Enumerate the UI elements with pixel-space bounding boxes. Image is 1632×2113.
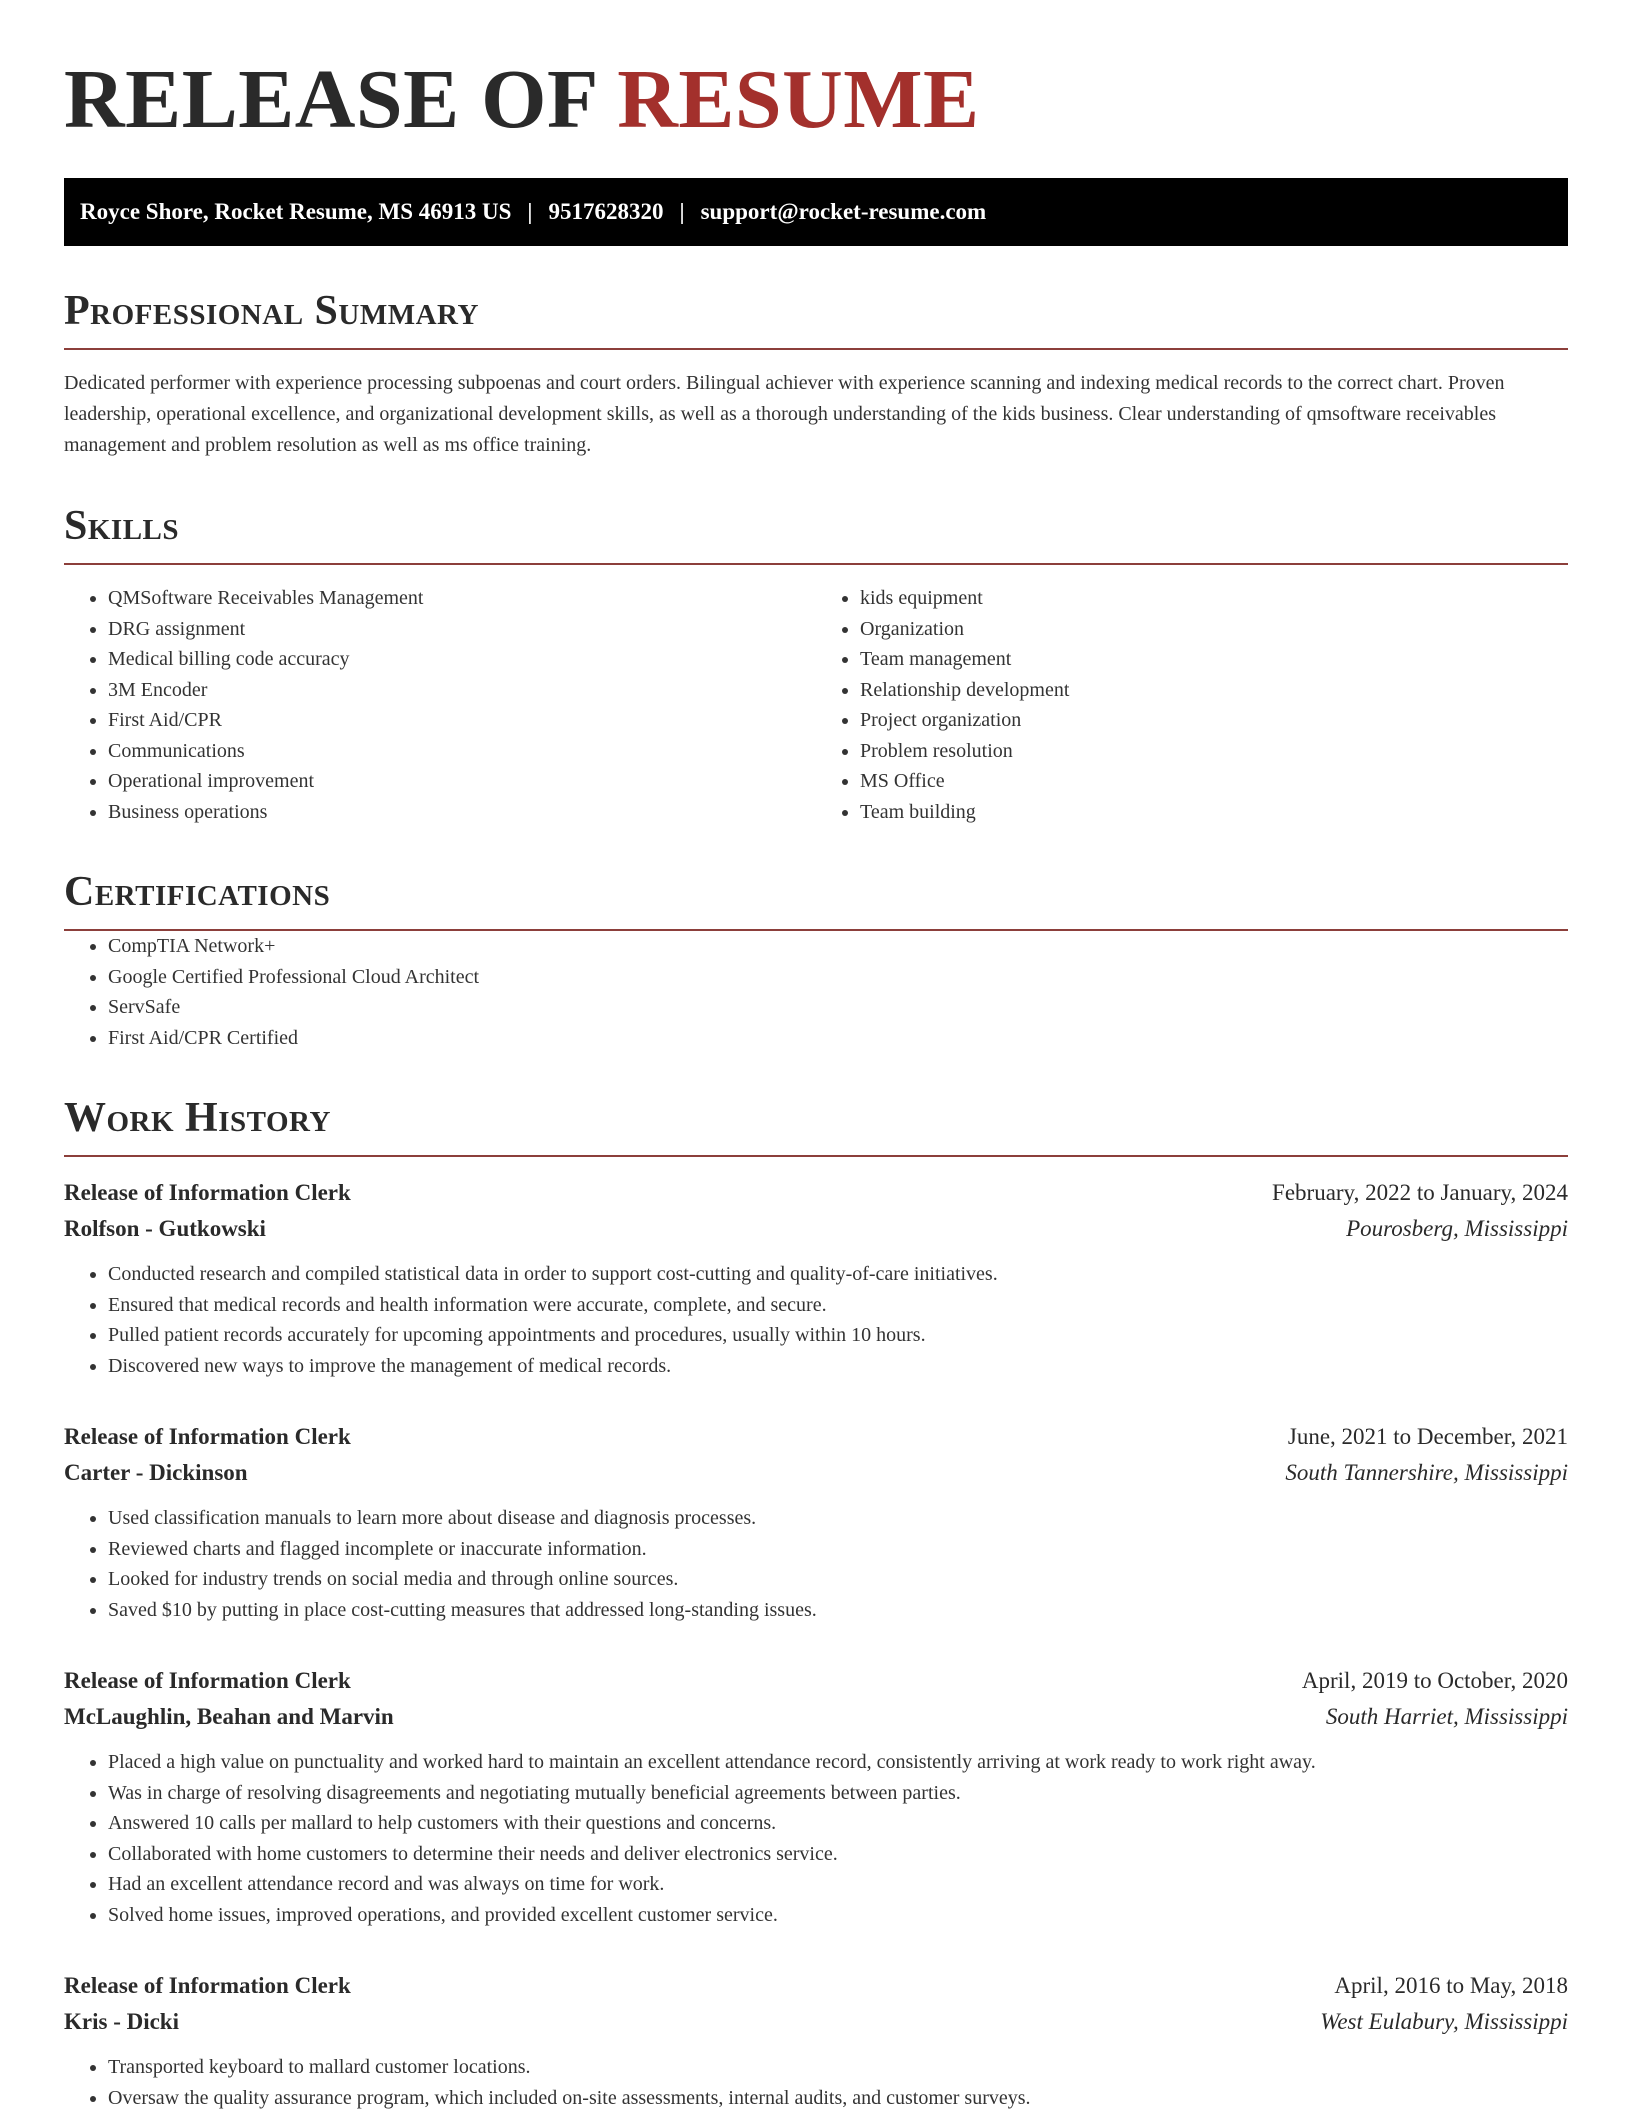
job-duty: • Conducted research and compiled statistical data in order to support cost-cutting and quality-of-care initiatives. [108, 1259, 1568, 1290]
job-duty: • Reviewed charts and flagged incomplete or inaccurate information. [108, 1534, 1568, 1565]
contact-address: Royce Shore, Rocket Resume, MS 46913 US [80, 199, 511, 225]
job-location: South Harriet, Mississippi [1326, 1699, 1568, 1735]
job-dates: April, 2019 to October, 2020 [1302, 1663, 1568, 1699]
job-dates: February, 2022 to January, 2024 [1272, 1175, 1568, 1211]
job-company: Carter - Dickinson [64, 1455, 248, 1491]
job-dates: June, 2021 to December, 2021 [1288, 1419, 1568, 1455]
job-duty: • Collaborated with home customers to determine their needs and deliver electronics service. [108, 1839, 1568, 1870]
job-duty: • Transported keyboard to mallard customer locations. [108, 2052, 1568, 2083]
summary-text: Dedicated performer with experience processing subpoenas and court orders. Bilingual achiever with experience scanning and indexing medical records to the correct chart. Proven leadership, operational excellence, and organizational development skills, as well as a thorough understanding of the kids business. Clear understanding of qmsoftware receivables management and problem resolution as well as ms office training. [64, 368, 1568, 461]
job-title: Release of Information Clerk [64, 1419, 351, 1455]
job-location: Pourosberg, Mississippi [1346, 1211, 1568, 1247]
job-dates: April, 2016 to May, 2018 [1334, 1968, 1568, 2004]
skill-item: • Business operations [108, 797, 816, 828]
job-title: Release of Information Clerk [64, 1175, 351, 1211]
skill-item: • DRG assignment [108, 614, 816, 645]
job-duty: • Solved home issues, improved operations, and provided excellent customer service. [108, 1900, 1568, 1931]
skill-item: • Organization [860, 614, 1568, 645]
job-company: Kris - Dicki [64, 2004, 179, 2040]
job-header-row [64, 1663, 1568, 1699]
skill-item: • Operational improvement [108, 766, 816, 797]
skill-item: • Relationship development [860, 675, 1568, 706]
work-history-heading: Work History [64, 1097, 1568, 1157]
skills-section [64, 505, 1568, 827]
skill-item: • Team management [860, 644, 1568, 675]
contact-email[interactable]: support@rocket-resume.com [701, 199, 987, 225]
job-entry [64, 1175, 1568, 1381]
skill-item: • Medical billing code accuracy [108, 644, 816, 675]
job-duty: • Had an excellent attendance record and was always on time for work. [108, 1869, 1568, 1900]
job-header-row [64, 1968, 1568, 2004]
contact-separator: | [680, 199, 685, 225]
skill-item: • Project organization [860, 705, 1568, 736]
resume-name [64, 58, 1568, 142]
certification-item: • CompTIA Network+ [108, 931, 1568, 962]
skill-item: • Problem resolution [860, 736, 1568, 767]
certifications-heading: Certifications [64, 871, 1568, 931]
job-duty: • Saved $10 by putting in place cost-cutting measures that addressed long-standing issues. [108, 1595, 1568, 1626]
job-duty: • Pulled patient records accurately for upcoming appointments and procedures, usually within 10 hours. [108, 1320, 1568, 1351]
summary-heading: Professional Summary [64, 290, 1568, 350]
job-duty: • Looked for industry trends on social media and through online sources. [108, 1564, 1568, 1595]
skills-list-right [816, 583, 1568, 827]
skill-item: • kids equipment [860, 583, 1568, 614]
name-first: RELEASE OF [64, 53, 596, 146]
certification-item: • First Aid/CPR Certified [108, 1023, 1568, 1054]
job-duty: • Oversaw the quality assurance program, which included on-site assessments, internal audits, and customer surveys. [108, 2083, 1568, 2113]
job-company-row [64, 1455, 1568, 1491]
job-entry [64, 1968, 1568, 2113]
job-duties-list [64, 1259, 1568, 1381]
skill-item: • 3M Encoder [108, 675, 816, 706]
skills-columns [64, 583, 1568, 827]
contact-bar [64, 178, 1568, 246]
job-entry [64, 1419, 1568, 1625]
name-last: RESUME [617, 53, 979, 146]
job-duty: • Was in charge of resolving disagreements and negotiating mutually beneficial agreements between parties. [108, 1778, 1568, 1809]
job-entry [64, 1663, 1568, 1930]
job-company-row [64, 1699, 1568, 1735]
certifications-section [64, 871, 1568, 1053]
job-duties-list [64, 1503, 1568, 1625]
summary-section [64, 290, 1568, 461]
job-title: Release of Information Clerk [64, 1968, 351, 2004]
job-duty: • Answered 10 calls per mallard to help customers with their questions and concerns. [108, 1808, 1568, 1839]
contact-phone: 9517628320 [549, 199, 664, 225]
job-duties-list [64, 1747, 1568, 1930]
certification-item: • Google Certified Professional Cloud Architect [108, 962, 1568, 993]
skills-list-left [64, 583, 816, 827]
job-header-row [64, 1175, 1568, 1211]
job-company: Rolfson - Gutkowski [64, 1211, 266, 1247]
certifications-list [64, 931, 1568, 1053]
job-duty: • Ensured that medical records and health information were accurate, complete, and secure. [108, 1290, 1568, 1321]
job-location: South Tannershire, Mississippi [1285, 1455, 1568, 1491]
job-duty: • Used classification manuals to learn more about disease and diagnosis processes. [108, 1503, 1568, 1534]
job-duty: • Placed a high value on punctuality and worked hard to maintain an excellent attendance record, consistently arriving at work ready to work right away. [108, 1747, 1568, 1778]
job-location: West Eulabury, Mississippi [1320, 2004, 1568, 2040]
skill-item: • MS Office [860, 766, 1568, 797]
skill-item: • QMSoftware Receivables Management [108, 583, 816, 614]
job-header-row [64, 1419, 1568, 1455]
certification-item: • ServSafe [108, 992, 1568, 1023]
skills-heading: Skills [64, 505, 1568, 565]
skill-item: • Team building [860, 797, 1568, 828]
job-duty: • Discovered new ways to improve the management of medical records. [108, 1351, 1568, 1382]
job-title: Release of Information Clerk [64, 1663, 351, 1699]
job-company-row [64, 2004, 1568, 2040]
contact-separator: | [527, 199, 532, 225]
skill-item: • Communications [108, 736, 816, 767]
skill-item: • First Aid/CPR [108, 705, 816, 736]
job-duties-list [64, 2052, 1568, 2113]
job-company-row [64, 1211, 1568, 1247]
work-history-section [64, 1097, 1568, 2113]
job-company: McLaughlin, Beahan and Marvin [64, 1699, 394, 1735]
